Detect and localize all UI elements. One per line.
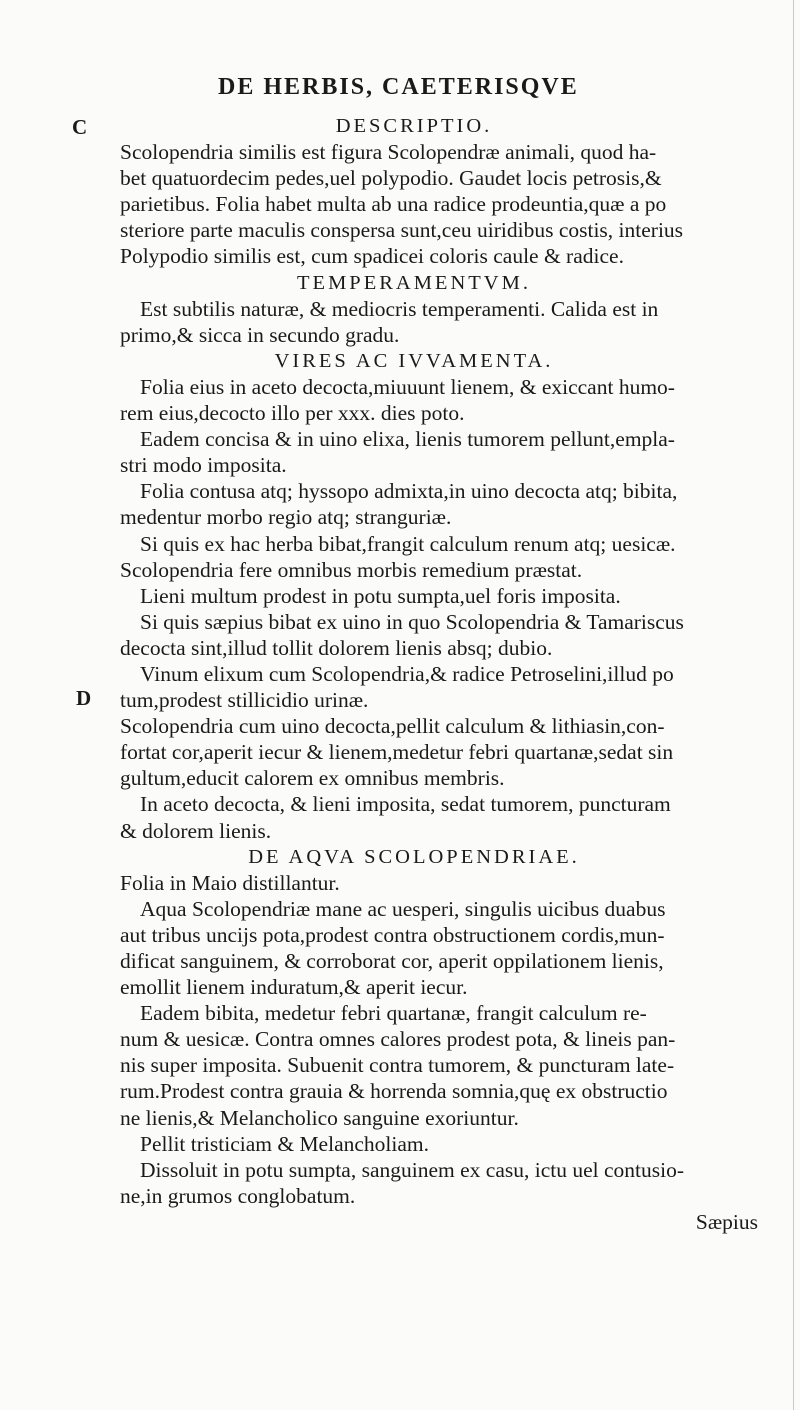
- page-edge-line: [793, 0, 794, 1410]
- text-line: dificat sanguinem, & corroborat cor, aperit oppilationem lienis,: [120, 949, 664, 973]
- text-line: Lieni multum prodest in potu sumpta,uel foris imposita.: [140, 583, 621, 608]
- text-line: Scolopendria cum uino decocta,pellit calculum & lithiasin,con-: [120, 714, 665, 739]
- text-line: primo,& sicca in secundo gradu.: [120, 322, 400, 347]
- section-heading: DESCRIPTIO.: [335, 115, 493, 137]
- text-line: medentur morbo regio atq; stranguriæ.: [120, 505, 452, 530]
- text-line: Est subtilis naturæ, & mediocris temperamenti. Calida est in: [140, 296, 659, 321]
- text-line: ne lienis,& Melancholico sanguine exoriuntur.: [120, 1105, 519, 1130]
- text-line: Si quis sæpius bibat ex uino in quo Scolopendria & Tamariscus: [140, 609, 684, 634]
- text-line: Vinum elixum cum Scolopendria,& radice Petroselini,illud po: [140, 661, 674, 686]
- text-line: Folia eius in aceto decocta,miuuunt lienem, & exiccant humo-: [140, 374, 675, 399]
- text-line: gultum,educit calorem ex omnibus membris.: [120, 766, 505, 791]
- text-line: Si quis ex hac herba bibat,frangit calculum renum atq; uesicæ.: [140, 531, 676, 556]
- text-line: aut tribus uncijs pota,prodest contra obstructionem cordis,mun-: [120, 922, 665, 947]
- section-heading: TEMPERAMENTVM.: [297, 271, 531, 294]
- text-line: In aceto decocta, & lieni imposita, sedat tumorem, puncturam: [140, 792, 671, 817]
- text-line: ne,in grumos conglobatum.: [120, 1183, 356, 1208]
- text-line: fortat cor,aperit iecur & lienem,medetur febri quartanæ,sedat sin: [120, 740, 674, 765]
- text-line: Dissoluit in potu sumpta, sanguinem ex casu, ictu uel contusio-: [140, 1157, 684, 1182]
- text-line: stri modo imposita.: [120, 453, 287, 478]
- body-text: [120, 113, 788, 1235]
- text-line: & dolorem lienis.: [120, 818, 272, 843]
- text-line: num & uesicæ. Contra omnes calores prodest pota, & lineis pan-: [120, 1027, 676, 1052]
- text-line: steriore parte maculis conspersa sunt,ceu uiridibus costis, interius: [120, 218, 684, 243]
- text-line: Scolopendria fere omnibus morbis remedium præstat.: [120, 557, 583, 582]
- section-heading: DE AQVA SCOLOPENDRIAE.: [248, 845, 580, 868]
- text-line: emollit lienem induratum,& aperit iecur.: [120, 975, 468, 1000]
- text-line: Folia contusa atq; hyssopo admixta,in uino decocta atq; bibita,: [140, 479, 678, 504]
- section-heading: VIRES AC IVVAMENTA.: [274, 349, 554, 372]
- text-line: nis super imposita. Subuenit contra tumorem, & puncturam late-: [120, 1053, 675, 1078]
- margin-letter-c: C: [72, 115, 88, 139]
- margin-letter-d: D: [76, 686, 92, 710]
- catchword: Sæpius: [695, 1209, 758, 1234]
- text-line: Scolopendria similis est figura Scolopendræ animali, quod ha-: [120, 140, 657, 165]
- text-line: rum.Prodest contra grauia & horrenda somnia,quę ex obstructio: [120, 1079, 668, 1104]
- text-line: Polypodio similis est, cum spadicei coloris caule & radice.: [120, 244, 624, 269]
- running-header: DE HERBIS, CAETERISQVE: [218, 74, 579, 100]
- text-line: bet quatuordecim pedes,uel polypodio. Gaudet locis petrosis,&: [120, 166, 662, 191]
- text-line: rem eius,decocto illo per xxx. dies poto.: [120, 401, 465, 426]
- text-line: Eadem bibita, medetur febri quartanæ, frangit calculum re-: [140, 1001, 647, 1026]
- text-line: Aqua Scolopendriæ mane ac uesperi, singulis uicibus duabus: [140, 896, 666, 921]
- text-line: Eadem concisa & in uino elixa, lienis tumorem pellunt,empla-: [140, 427, 675, 452]
- text-line: tum,prodest stillicidio urinæ.: [120, 688, 369, 713]
- text-line: decocta sint,illud tollit dolorem lienis absq; dubio.: [120, 635, 553, 660]
- text-line: parietibus. Folia habet multa ab una radice prodeuntia,quæ a po: [120, 192, 667, 217]
- text-line: Pellit tristiciam & Melancholiam.: [140, 1131, 430, 1156]
- text-line: Folia in Maio distillantur.: [120, 870, 340, 895]
